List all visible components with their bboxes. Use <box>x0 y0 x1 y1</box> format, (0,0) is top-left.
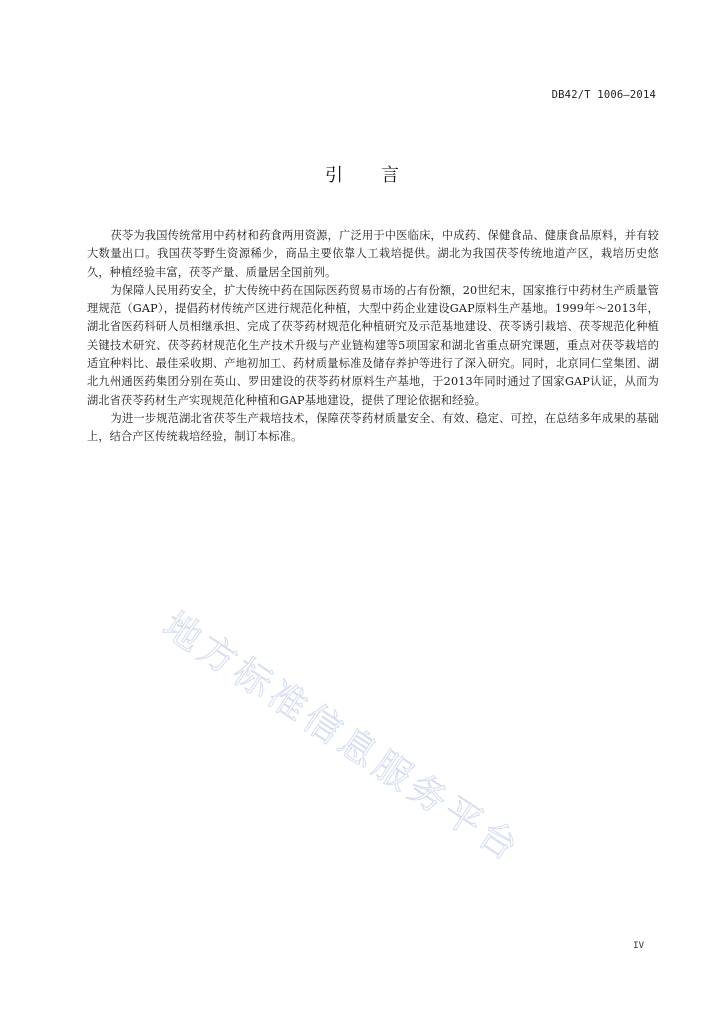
document-code: DB42/T 1006—2014 <box>551 89 656 101</box>
paragraph-3: 为进一步规范湖北省茯苓生产栽培技术，保障茯苓药材质量安全、有效、稳定、可控，在总结多年成果的基础上，结合产区传统栽培经验，制订本标准。 <box>87 411 659 444</box>
page-title: 引言 <box>325 165 437 186</box>
paragraph-1: 茯苓为我国传统常用中药材和药食两用资源，广泛用于中医临床，中成药、保健食品、健康食品原料，并有较大数量出口。我国茯苓野生资源稀少，商品主要依靠人工栽培提供。湖北为我国茯苓传统地道产区，栽培历史悠久，种植经验丰富，茯苓产量、质量居全国前列。 <box>87 229 659 279</box>
watermark-text: 地方标准信息服务平台 <box>155 603 530 872</box>
introduction-body <box>87 227 659 447</box>
paragraph-2: 为保障人民用药安全，扩大传统中药在国际医药贸易市场的占有份额，20世纪末，国家推行中药材生产质量管理规范（GAP），提倡药材传统产区进行规范化种植，大型中药企业建设GAP原料生产基地。1999年～2013年，湖北省医药科研人员相继承担、完成了茯苓药材规范化种植研究及示范基地建设、茯苓诱引栽培、茯苓规范化种植关键技术研究、茯苓药材规范化生产技术升级与产业链构建等5项国家和湖北省重点研究课题，重点对茯苓栽培的适宜种料比、最佳采收期、产地初加工、药材质量标准及储存养护等进行了深入研究。同时，北京同仁堂集团、湖北九州通医药集团分别在英山、罗田建设的茯苓药材原料生产基地，于2013年同时通过了国家GAP认证，从而为湖北省茯苓药材生产实现规范化种植和GAP基地建设，提供了理论依据和经验。 <box>87 283 659 407</box>
page-number: IV <box>633 941 644 951</box>
